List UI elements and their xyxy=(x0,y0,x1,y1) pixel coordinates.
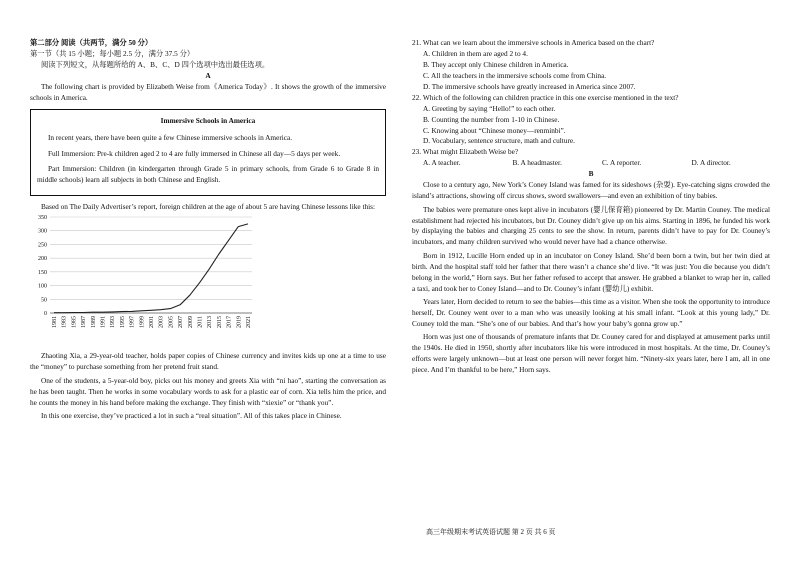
y-tick-label: 100 xyxy=(38,283,47,290)
y-tick-label: 150 xyxy=(38,270,47,277)
passage-b-paragraph-2: The babies were premature ones kept alive in incubators (婴儿保育箱) pioneered by Dr. Martin Couney. The medical establishment had rejected his incubators, but Dr. Couney didn’t give up on his aims. Starting in 1896, he funded his work by displaying the babies and charging 25 cents to see the show. In return, parents didn’t have to pay for Dr. Couney’s incubators, and many children survived who would never have had a chance otherwise. xyxy=(412,204,770,247)
y-tick-label: 50 xyxy=(41,297,47,304)
x-tick-label: 1999 xyxy=(139,316,146,329)
q22-option-c: C. Knowing about “Chinese money—renminbi”. xyxy=(422,125,566,135)
x-tick-label: 2001 xyxy=(149,316,155,329)
passage-a-before-chart: Based on The Daily Advertiser’s report, foreign children at the age of about 5 are having Chinese lessons like this: xyxy=(40,202,376,212)
q21-option-c: C. All the teachers in the immersive schools come from China. xyxy=(422,70,607,80)
x-tick-label: 2017 xyxy=(226,316,233,329)
q22-stem: 22. Which of the following can children practice in this one exercise mentioned in the text? xyxy=(412,92,679,102)
y-tick-label: 0 xyxy=(44,311,47,318)
y-tick-label: 200 xyxy=(38,256,47,263)
x-tick-label: 1989 xyxy=(90,316,97,329)
y-tick-label: 350 xyxy=(38,215,47,222)
passage-a-label: A xyxy=(205,70,211,80)
right-column xyxy=(412,38,770,376)
x-tick-label: 1993 xyxy=(110,316,117,329)
x-tick-label: 2003 xyxy=(158,316,165,329)
page-footer: 高三年级期末考试英语试题 第 2 页 共 6 页 xyxy=(426,528,556,536)
x-tick-label: 2011 xyxy=(197,316,204,329)
x-tick-label: 1995 xyxy=(119,316,126,329)
box-paragraph-1: In recent years, there have been quite a few Chinese immersive schools in America. xyxy=(47,132,293,142)
x-tick-label: 1983 xyxy=(61,316,68,329)
passage-b-paragraph-3: Born in 1912, Lucille Horn ended up in an incubator on Coney Island. She’d been born a twin, but her twin died at birth. And the hospital staff told her father that there wasn’t a chance she’d live. “It was just: You die because you didn’t belong in the world,” Horn says. But her father refused to accept that answer. He grabbed a blanket to wrap her in, called a taxi, and took her to Coney Island—and to Dr. Couney’s infant (婴幼儿) exhibit. xyxy=(412,250,770,293)
q21-stem: 21. What can we learn about the immersive schools in America based on the chart? xyxy=(412,38,655,47)
q22-option-d: D. Vocabulary, sentence structure, math and culture. xyxy=(422,136,575,146)
box-paragraph-2: Full Immersion: Pre-k children aged 2 to 4 are fully immersed in Chinese all day—5 days per week. xyxy=(47,148,341,158)
box-title: Immersive Schools in America xyxy=(160,115,256,125)
q22-option-a: A. Greeting by saying “Hello!” to each other. xyxy=(422,103,556,113)
section-part1: 第一节（共 15 小题；每小题 2.5 分，满分 37.5 分） xyxy=(30,48,195,58)
section-instruction: 阅读下列短文，从每题所给的 A、B、C、D 四个选项中选出最佳选项。 xyxy=(40,59,270,69)
q22-option-b: B. Counting the number from 1-10 in Chinese. xyxy=(422,114,560,124)
q23-option-d: D. A director. xyxy=(691,158,731,168)
x-tick-label: 2009 xyxy=(187,316,194,329)
passage-b-paragraph-4: Years later, Horn decided to return to see the babies—this time as a visitor. When she took the opportunity to introduce herself, Dr. Couney went over to a man who was uneasily looking at his small infant. “Look at this young lady,” Dr. Couney told the man. “She’s one of our babies. And that’s how your baby’s gonna grow up.” xyxy=(412,297,770,328)
x-tick-label: 1981 xyxy=(52,316,58,329)
x-tick-label: 2021 xyxy=(246,316,252,329)
passage-b-label: B xyxy=(588,169,594,179)
q23-option-c: C. A reporter. xyxy=(601,158,642,168)
passage-a-paragraph-2: One of the students, a 5-year-old boy, picks out his money and greets Xia with “ni hao”, starting the conversation as he has been taught. Then he works in some vocabulary words to ask for a plastic ear of corn. Xia tells him the price, and he counts the money in his hand before making the exchange. They finish with “xiexie” or “thank you”. xyxy=(30,375,386,407)
x-tick-label: 2007 xyxy=(178,316,185,329)
q23-option-b: B. A headmaster. xyxy=(512,158,562,168)
x-tick-label: 2019 xyxy=(236,316,243,329)
q23-options xyxy=(412,158,770,169)
passage-a-intro: The following chart is provided by Elizabeth Weise from《America Today》. It shows the growth of the immersive schools in America. xyxy=(30,81,386,102)
passage-a-paragraph-1: Zhaoting Xia, a 29-year-old teacher, holds paper copies of Chinese currency and invites kids up one at a time to use the “money” to purchase something from her pretend fruit stand. xyxy=(30,351,386,372)
y-tick-label: 250 xyxy=(38,242,47,249)
x-tick-label: 2013 xyxy=(207,316,214,329)
q21-option-d: D. The immersive schools have greatly increased in America since 2007. xyxy=(422,81,636,91)
section-heading: 第二部分 阅读（共两节，满分 50 分） xyxy=(30,38,153,47)
x-tick-label: 1997 xyxy=(129,316,136,329)
y-tick-label: 300 xyxy=(38,228,47,235)
x-tick-label: 1987 xyxy=(81,316,88,329)
box-paragraph-3: Part Immersion: Children (in kindergarten through Grade 5 in primary schools, from Grade 6 to Grade 8 in middle schools) learn all subjects in both Chinese and English. xyxy=(37,164,379,185)
passage-a-paragraph-3: In this one exercise, they’ve practiced a lot in such a “real situation”. All of this takes place in Chinese. xyxy=(40,410,342,420)
passage-b-paragraph-1: Close to a century ago, New York’s Coney Island was famed for its sideshows (杂耍). Eye-catching signs crowded the island’s attractions, showing off circus shows, sword swallowers—and even an exhibition of tiny babies. xyxy=(412,180,770,201)
x-tick-label: 1985 xyxy=(71,316,78,329)
x-tick-label: 2005 xyxy=(168,316,175,329)
left-column xyxy=(30,38,386,422)
passage-b-paragraph-5: Horn was just one of thousands of premature infants that Dr. Couney cared for and displayed at amusement parks until the 1940s. He died in 1950, shortly after incubators like his were introduced in most hospitals. At the time, Dr. Couney’s efforts were largely unknown—but at least one person will never forget him. “Ninety-six years later, here I am, all in one piece. And I’m thankful to be here,” Horn says. xyxy=(412,332,770,375)
q21-option-b: B. They accept only Chinese children in America. xyxy=(422,59,569,69)
x-tick-label: 2015 xyxy=(216,316,223,329)
line-chart xyxy=(30,213,256,349)
q21-option-a: A. Children in them are aged 2 to 4. xyxy=(422,48,528,58)
q23-stem: 23. What might Elizabeth Weise be? xyxy=(412,147,519,157)
immersive-schools-box xyxy=(30,109,386,197)
q23-option-a: A. A teacher. xyxy=(422,158,461,168)
x-tick-label: 1991 xyxy=(100,316,107,329)
